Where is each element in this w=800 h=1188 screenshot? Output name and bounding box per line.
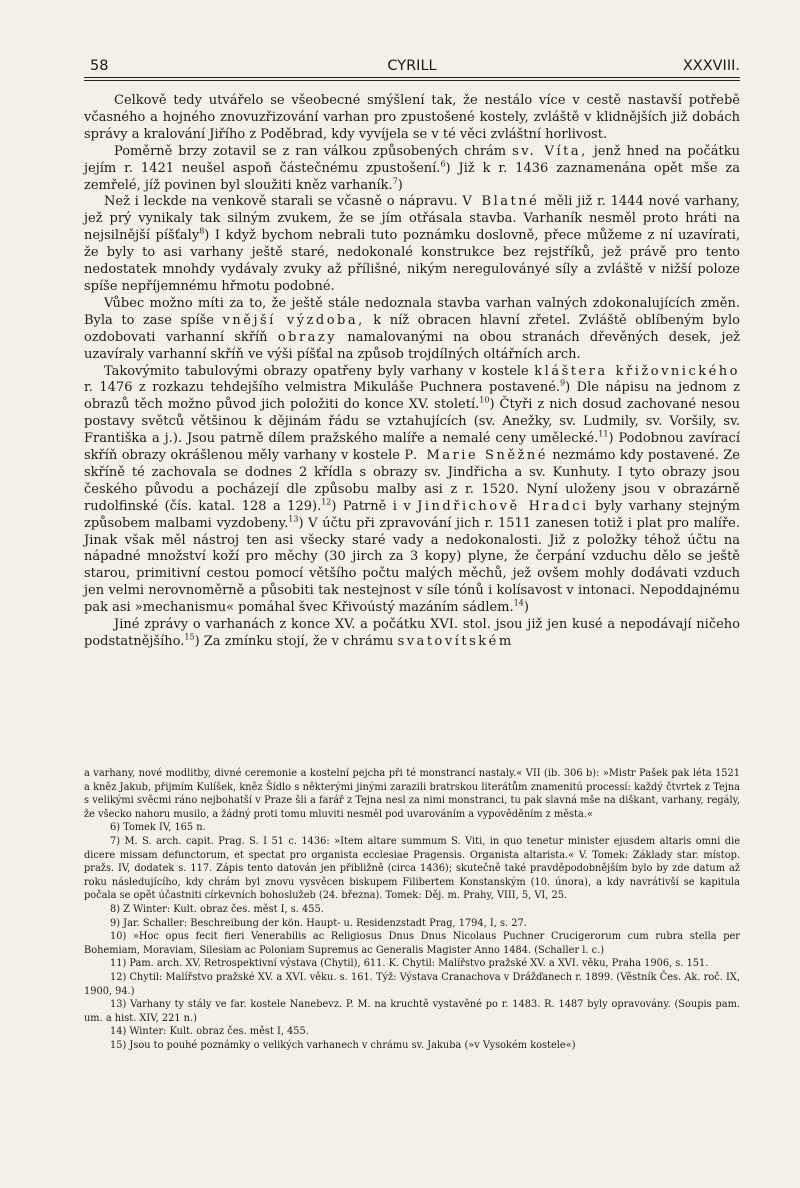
spaced-text: V Blatné — [462, 194, 540, 210]
text: r. 1476 z rozkazu tehdejšího velmistra Mikuláše Puchnera postavené. — [84, 380, 561, 396]
footnote-10: 10) »Hoc opus fecit fieri Venerabilis ac Religiosus Dnus Dnus Nicolaus Puchner Crucigerorum cum rubra stella per Bohemiam, Moraviam, Silesiam ac Poloniam Supremus ac Generalis Magister Anno 1484. (Schaller l. c.) — [84, 931, 740, 956]
footnote-ref: 13 — [288, 514, 299, 524]
footnote-ref: 12 — [321, 497, 332, 507]
footnote-ref: 7 — [392, 176, 398, 186]
footnotes — [84, 767, 740, 1052]
spaced-text: P. Marie Sněžné — [404, 448, 548, 464]
text: Dle nápisu na jednom z obrazů těch možno původ jich položiti do konce XV. století. — [84, 380, 740, 413]
footnote-ref: 9 — [560, 379, 566, 389]
header-rule — [84, 77, 740, 78]
text: Čtyři z nich dosud zachované nesou postavy světců většinou k dějinám řádu se vztahujících (sv. Anežky, sv. Ludmily, sv. Voršily, sv. Františka a j.). Jsou patrně dílem pražského malíře a nemalé ceny umělecké. — [84, 397, 741, 447]
footnote-8: 8) Z Winter: Kult. obraz čes. měst I, s. 455. — [110, 903, 324, 915]
footnote-ref: 10 — [479, 395, 490, 405]
spaced-text: svatovítském — [397, 634, 514, 649]
footnote-ref: 14 — [513, 598, 524, 608]
text: Než i leckde na venkově starali se včasně o nápravu. — [104, 194, 458, 210]
text: Poměrně brzy zotavil se z ran válkou způsobených chrám — [114, 143, 507, 159]
header-rule — [84, 80, 740, 81]
footnote-6: 6) Tomek IV, 165 n. — [110, 822, 206, 834]
paragraph: Takovýmito tabulovými obrazy opatřeny byly varhany v kostele kláštera křižovnického r. 1476 z rozkazu tehdejšího velmistra Mikuláše Puchnera postavené.$^9$) Dle nápisu na jednom z obrazů těch možno původ jich položiti do konce XV. století.$^{10}$) Čtyři z nich dosud zachované nesou postavy světců většinou k dějinám řádu se vztahujících (sv. Anežky, sv. Ludmily, sv. Voršily, sv. Františka a j.). Jsou patrně dílem pražského malíře a nemalé ceny umělecké.$^{11}$) Podobnou zavírací skříň obrazy okrášlenou měly varhany v kostele P. Marie Sněžné nezmámo kdy postavené. Ze skříně té zachovala se dodnes 2 křídla s obrazy sv. Jindřicha a sv. Kunhuty. I tyto obrazy jsou českého původu a pocházejí dle způsobu malby asi z r. 1520. Nyní uloženy jsou v obrazárně rudolfinské (čís. katal. 128 a 129).$^{12}$) Patrně i v Jindřichově Hradci byly varhany stejným způsobem malbami vyzdobeny.$^{13}$) V účtu při zpravování jich r. 1511 zanesen totiž i plat pro malíře. Jinak však měl nástroj ten asi všecky staré vady a nedokonalosti. Již z položky téhož účtu na nápadné množství koží pro měchy (30 jirch za 3 kopy) plyne, že čerpání vzduchu dělo se ještě starou, primitivní cestou pomocí většího počtu malých měchů, jež ovšem mohly dodávati vzduch jen velmi nerovnoměrně a působiti tak nestejnost v síle tónů i kolísavost v intonaci. Nepoddajnému pak asi »mechanismu« pomáhal švec Křivoústý mazáním sádlem.$^{14}$) — [84, 363, 741, 616]
spaced-text: obrazy — [277, 329, 338, 345]
footnote-ref: 6 — [440, 159, 446, 169]
footnote-7: 7) M. S. arch. capit. Prag. S. I 51 c. 1436: »Item altare summum S. Viti, in quo tenetur minister ejusdem altaris omni die dicere missam defunctorum, et spectat pro organista ecclesiae Pragensis. Organista altarista.« V. Tomek: Základy star. místop. pražs. IV, dodatek s. 117. Zápis tento datován jen přibližně (circa 1436); skutečně také pravděpodobnějším bylo by zde datum až roku následujícího, kdy chrám byl znovu vysvěcen biskupem Filibertem Konstanským (10. února), a kdy navrátivší se kapitula počala se opět účastniti církevních bohoslužeb (24. března). Tomek: Děj. m. Prahy, VIII, 5, VI, 25. — [84, 835, 740, 902]
paragraph — [84, 93, 740, 144]
text: Takovýmito tabulovými obrazy opatřeny byly varhany v kostele — [104, 363, 529, 379]
paragraph: Jiné zprávy o varhanách z konce XV. a počátku XVI. stol. jsou již jen kusé a nepodávají ničeho podstatnějšího.$^{15}$) Za zmínku stojí, že v chrámu svatovítském — [84, 617, 740, 649]
text: Vůbec možno míti za to, že ještě stále nedoznala stavba varhan valných zdokonalujících změn. Byla to zase spíše — [84, 295, 740, 328]
main-text — [84, 93, 740, 651]
paragraph: Poměrně brzy zotavil se z ran válkou způsobených chrám sv. Víta, jenž hned na počátku jejím r. 1421 neušel aspoň částečnému zpustošení.$^6$) Již k r. 1436 zaznamenána opět mše za zemřelé, jíž povinen byl sloužiti kněz varhaník.$^7$) — [84, 143, 740, 193]
text: Podobnou zavírací skříň obrazy okrášlenou měly varhany v kostele — [84, 431, 740, 464]
footnote-ref: 11 — [598, 429, 609, 439]
footnote-continuation: a varhany, nové modlitby, divné ceremonie a kostelní pejcha při té monstrancí nastaly.« VII (ib. 306 b): »Mistr Pašek pak léta 1521 a kněz Jakub, přijmím Kulíšek, kněz Šídlo s některými jinými zarazili bratrskou literátům znamenitú processí: každý čtvrtek z Tejna s velikými svěcmi ráno nejbohatší v Praze šli a farář z Tejna nesl za nimi monstranci, tu pak slavná mše na diškant, varhany, regály, že všecko nahoru musilo, a žádný proti tomu mluviti nesměl pod uvarováním a vypověděním z města.« — [84, 768, 740, 820]
text: I když bychom nebrali tuto poznámku doslovně, přece můžeme z ní uzavírati, že byly to asi varhany ještě staré, nedokonalé konstrukce bez rejstříků, jež právě pro tento nedostatek mnohdy vydávaly zvuky až přílišné, nikým nereguloványé síly a zvláště v nižší poloze spíše nepříjemnému hřmotu podobné. — [84, 228, 740, 294]
footnote-11: 11) Pam. arch. XV. Retrospektivní výstava (Chytil), 611. K. Chytil: Malířstvo pražské XV. a XVI. věku, Praha 1906, s. 151. — [110, 958, 709, 970]
text: jenž hned na počátku jejím r. 1421 neušel aspoň částečnému zpustošení. — [84, 143, 740, 176]
text: Jiné zprávy o varhanách z konce XV. a počátku XVI. stol. jsou již jen kusé a nepodávají ničeho podstatnějšího. — [84, 617, 740, 649]
spaced-text: kláštera křižovnického — [534, 363, 741, 379]
text: namalovanými na obou stranách dřevěných desek, jež uzavíraly varhanní skříň ve výši píšťal na způsob trojdílných oltářních arch. — [84, 329, 741, 362]
text: měli již r. 1444 nové varhany, jež prý vynikaly tak silným zvukem, že se jím otřásala stavba. Varhaník nesměl proto hráti na nejsilnější píšťaly — [84, 194, 741, 244]
text: nezmámo kdy postavené. Ze skříně té zachovala se dodnes 2 křídla s obrazy sv. Jindřicha a sv. Kunhuty. I tyto obrazy jsou českého původu a pocházejí dle způsobu malby asi z r. 1520. Nyní uloženy jsou v obrazárně rudolfinské (čís. katal. 128 a 129). — [84, 448, 740, 514]
paragraph: Než i leckde na venkově starali se včasně o nápravu. V Blatné měli již r. 1444 nové varhany, jež prý vynikaly tak silným zvukem, že se jím otřásala stavba. Varhaník nesměl proto hráti na nejsilnější píšťaly$^8$) I když bychom nebrali tuto poznámku doslovně, přece můžeme z ní uzavírati, že byly to asi varhany ještě staré, nedokonalé konstrukce bez rejstříků, jež právě pro tento nedostatek mnohdy vydávaly zvuky až přílišné, nikým nereguloványé síly a zvláště v nižší poloze spíše nepříjemnému hřmotu podobné. — [84, 194, 741, 294]
spaced-text: Jindřichově Hradci — [417, 498, 589, 514]
text: k níž obracen hlavní zřetel. Zvláště oblíbeným bylo ozdobovati varhanní skříň — [84, 312, 741, 345]
footnote-ref: 8 — [199, 226, 205, 236]
running-title: CYRILL — [387, 58, 437, 74]
footnote-15: 15) Jsou to pouhé poznámky o velikých varhanech v chrámu sv. Jakuba (»v Vysokém kostele«) — [110, 1039, 576, 1051]
text: Již k r. 1436 zaznamenána opět mše za zemřelé, jíž povinen byl sloužiti kněz varhaník. — [84, 160, 740, 193]
text: Patrně i v — [336, 498, 411, 514]
footnote-9: 9) Jar. Schaller: Beschreibung der kön. Haupt- u. Residenzstadt Prag, 1794, I, s. 27. — [110, 917, 527, 929]
paragraph — [84, 296, 740, 364]
text: V účtu při zpravování jich r. 1511 zanesen totiž i plat pro malíře. Jinak však měl nástroj ten asi všecky staré vady a nedokonalosti. Již z položky téhož účtu na nápadné množství koží pro měchy (30 jirch za 3 kopy) plyne, že čerpání vzduchu dělo se ještě starou, primitivní cestou pomocí většího počtu malých měchů, jež ovšem mohly dodávati vzduch jen velmi nerovnoměrně a působiti tak nestejnost v síle tónů i kolísavost v intonaci. Nepoddajnému pak asi »mechanismu« pomáhal švec Křivoústý mazáním sádlem. — [84, 515, 741, 616]
page-number: 58 — [90, 58, 109, 74]
footnote-ref: 15 — [184, 632, 195, 642]
spaced-text: sv. Víta, — [512, 143, 588, 159]
footnote-12: 12) Chytil: Malířstvo pražské XV. a XVI. věku. s. 161. Týž: Výstava Cranachova v Drážďanech r. 1899. (Věstník Čes. Ak. roč. IX, 1900, 94.) — [84, 971, 740, 997]
text: byly varhany stejným způsobem malbami vyzdobeny. — [84, 498, 740, 531]
volume-number: XXXVIII. — [682, 58, 740, 74]
text: Celkově tedy utvářelo se všeobecné smýšlení tak, že nestálo více v cestě nastavší potřebě včasného a hojného znovuzřizování varhan pro zpustošené kostely, zvláště v klidnějších již dobách správy a kralování Jiřího z Poděbrad, kdy vyvíjela se v té věci zvláštní horlivost. — [84, 93, 740, 142]
footnote-14: 14) Winter: Kult. obraz čes. měst I, 455. — [110, 1026, 309, 1038]
text: Za zmínku stojí, že v chrámu — [199, 634, 394, 649]
spaced-text: vnější výzdoba, — [222, 312, 365, 328]
footnote-13: 13) Varhany ty stály ve far. kostele Nanebevz. P. M. na kruchtě vystavěné po r. 1483. R. 1487 byly opravovány. (Soupis pam. um. a hist. XIV, 221 n.) — [84, 999, 740, 1024]
